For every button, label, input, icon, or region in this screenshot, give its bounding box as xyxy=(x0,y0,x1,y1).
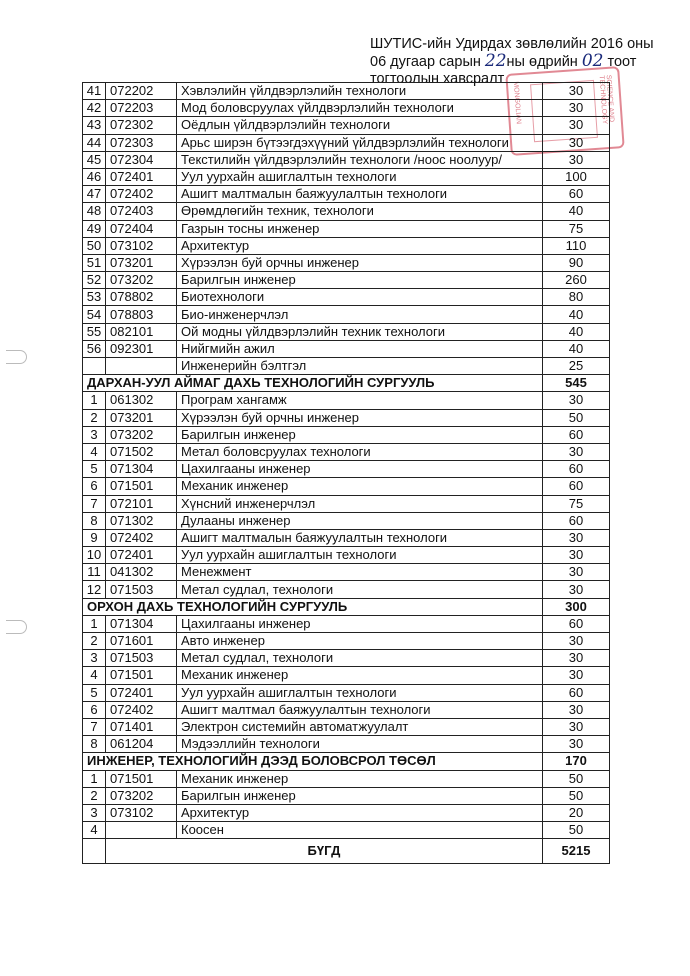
quota-value: 30 xyxy=(543,100,610,117)
program-code: 072202 xyxy=(106,83,177,100)
row-number: 8 xyxy=(83,736,106,753)
section-header-row xyxy=(83,753,610,770)
punch-hole-mark xyxy=(6,350,27,364)
table-row xyxy=(83,581,610,598)
program-name: Метал боловсруулах технологи xyxy=(177,443,543,460)
quota-value: 50 xyxy=(543,822,610,839)
program-code: 071501 xyxy=(106,667,177,684)
program-code: 072303 xyxy=(106,134,177,151)
row-number: 55 xyxy=(83,323,106,340)
handwritten-number: 02 xyxy=(581,51,604,71)
row-number: 42 xyxy=(83,100,106,117)
program-name: Цахилгааны инженер xyxy=(177,461,543,478)
program-name: Био-инженерчлэл xyxy=(177,306,543,323)
quota-value: 75 xyxy=(543,495,610,512)
row-number: 44 xyxy=(83,134,106,151)
quota-value: 30 xyxy=(543,151,610,168)
table-row xyxy=(83,203,610,220)
quota-value: 30 xyxy=(543,667,610,684)
quota-value: 30 xyxy=(543,134,610,151)
row-number: 50 xyxy=(83,237,106,254)
section-total: 545 xyxy=(543,375,610,392)
program-name: Ашигт малтмал баяжуулалтын технологи xyxy=(177,701,543,718)
program-code: 073102 xyxy=(106,237,177,254)
table-row xyxy=(83,443,610,460)
row-number: 4 xyxy=(83,667,106,684)
table-row xyxy=(83,529,610,546)
row-number: 2 xyxy=(83,633,106,650)
row-number: 9 xyxy=(83,529,106,546)
quota-value: 60 xyxy=(543,684,610,701)
table-row xyxy=(83,358,610,375)
table-row xyxy=(83,822,610,839)
quota-value: 60 xyxy=(543,615,610,632)
row-number: 54 xyxy=(83,306,106,323)
quota-value: 20 xyxy=(543,804,610,821)
row-number: 10 xyxy=(83,547,106,564)
row-number: 41 xyxy=(83,83,106,100)
program-code: 072402 xyxy=(106,701,177,718)
program-name: Архитектур xyxy=(177,237,543,254)
row-number: 12 xyxy=(83,581,106,598)
quota-value: 60 xyxy=(543,426,610,443)
table-row xyxy=(83,220,610,237)
program-code: 072402 xyxy=(106,186,177,203)
row-number: 4 xyxy=(83,443,106,460)
quota-value: 30 xyxy=(543,718,610,735)
program-code: 072402 xyxy=(106,529,177,546)
quota-value: 75 xyxy=(543,220,610,237)
quota-value: 30 xyxy=(543,736,610,753)
row-number xyxy=(83,358,106,375)
program-name: Барилгын инженер xyxy=(177,272,543,289)
quota-value: 40 xyxy=(543,340,610,357)
program-name: Өрөмдлөгийн техник, технологи xyxy=(177,203,543,220)
row-number: 49 xyxy=(83,220,106,237)
quota-value: 60 xyxy=(543,512,610,529)
row-number: 2 xyxy=(83,409,106,426)
row-number: 1 xyxy=(83,615,106,632)
program-name: Мэдээллийн технологи xyxy=(177,736,543,753)
quota-value: 60 xyxy=(543,461,610,478)
punch-hole-mark xyxy=(6,620,27,634)
program-code: 071502 xyxy=(106,443,177,460)
row-number: 56 xyxy=(83,340,106,357)
admissions-table xyxy=(82,82,610,864)
row-number: 11 xyxy=(83,564,106,581)
program-code xyxy=(106,358,177,375)
program-code: 082101 xyxy=(106,323,177,340)
program-name: Дулааны инженер xyxy=(177,512,543,529)
program-name: Метал судлал, технологи xyxy=(177,650,543,667)
program-code: 061204 xyxy=(106,736,177,753)
handwritten-day: 22 xyxy=(484,51,507,71)
program-code: 072401 xyxy=(106,547,177,564)
program-name: Коосен xyxy=(177,822,543,839)
program-name: Механик инженер xyxy=(177,667,543,684)
program-code: 072302 xyxy=(106,117,177,134)
section-title: ИНЖЕНЕР, ТЕХНОЛОГИЙН ДЭЭД БОЛОВСРОЛ ТӨСӨЛ xyxy=(83,753,543,770)
table-row xyxy=(83,151,610,168)
program-name: Менежмент xyxy=(177,564,543,581)
row-number: 4 xyxy=(83,822,106,839)
table-row xyxy=(83,409,610,426)
table-row xyxy=(83,667,610,684)
table-row xyxy=(83,392,610,409)
quota-value: 30 xyxy=(543,650,610,667)
program-code: 071304 xyxy=(106,615,177,632)
section-title: ДАРХАН-УУЛ АЙМАГ ДАХЬ ТЕХНОЛОГИЙН СУРГУУЛЬ xyxy=(83,375,543,392)
program-code: 072401 xyxy=(106,684,177,701)
quota-value: 30 xyxy=(543,564,610,581)
program-code: 072404 xyxy=(106,220,177,237)
table-row xyxy=(83,633,610,650)
table-row xyxy=(83,168,610,185)
program-code: 071501 xyxy=(106,770,177,787)
program-name: Ашигт малтмалын баяжуулалтын технологи xyxy=(177,186,543,203)
quota-value: 30 xyxy=(543,117,610,134)
program-name: Механик инженер xyxy=(177,478,543,495)
row-number: 46 xyxy=(83,168,106,185)
table-row xyxy=(83,718,610,735)
table-row xyxy=(83,134,610,151)
program-code: 073201 xyxy=(106,254,177,271)
quota-value: 40 xyxy=(543,306,610,323)
quota-value: 260 xyxy=(543,272,610,289)
program-code: 078803 xyxy=(106,306,177,323)
program-name: Текстилийн үйлдвэрлэлийн технологи /ноос ноолуур/ xyxy=(177,151,543,168)
header-line-2 xyxy=(370,53,670,71)
program-name: Механик инженер xyxy=(177,770,543,787)
quota-value: 100 xyxy=(543,168,610,185)
program-name: Мод боловсруулах үйлдвэрлэлийн технологи xyxy=(177,100,543,117)
program-code: 071401 xyxy=(106,718,177,735)
table-row xyxy=(83,83,610,100)
program-code: 072101 xyxy=(106,495,177,512)
grand-total-label: БҮГД xyxy=(106,839,543,864)
table-row xyxy=(83,117,610,134)
quota-value: 30 xyxy=(543,701,610,718)
row-number: 3 xyxy=(83,804,106,821)
table-row xyxy=(83,237,610,254)
table-row xyxy=(83,495,610,512)
row-number: 6 xyxy=(83,701,106,718)
program-name: Ой модны үйлдвэрлэлийн техник технологи xyxy=(177,323,543,340)
table-row xyxy=(83,787,610,804)
row-number: 52 xyxy=(83,272,106,289)
quota-value: 30 xyxy=(543,581,610,598)
program-name: Электрон системийн автоматжуулалт xyxy=(177,718,543,735)
table-row xyxy=(83,272,610,289)
program-name: Нийгмийн ажил xyxy=(177,340,543,357)
quota-value: 40 xyxy=(543,323,610,340)
program-code: 071503 xyxy=(106,581,177,598)
table-row xyxy=(83,306,610,323)
table-row xyxy=(83,186,610,203)
section-header-row xyxy=(83,375,610,392)
header-line-1: ШУТИС-ийн Удирдах зөвлөлийн 2016 оны xyxy=(370,36,654,52)
row-number: 1 xyxy=(83,770,106,787)
program-name: Уул уурхайн ашиглалтын технологи xyxy=(177,547,543,564)
row-number: 5 xyxy=(83,461,106,478)
row-number: 5 xyxy=(83,684,106,701)
program-name: Арьс ширэн бүтээгдэхүүний үйлдвэрлэлийн технологи xyxy=(177,134,543,151)
table-row xyxy=(83,254,610,271)
program-name: Барилгын инженер xyxy=(177,426,543,443)
program-code: 041302 xyxy=(106,564,177,581)
quota-value: 30 xyxy=(543,83,610,100)
row-number: 48 xyxy=(83,203,106,220)
program-name: Метал судлал, технологи xyxy=(177,581,543,598)
quota-value: 30 xyxy=(543,633,610,650)
quota-value: 40 xyxy=(543,203,610,220)
program-name: Хүнсний инженерчлэл xyxy=(177,495,543,512)
table-row xyxy=(83,478,610,495)
grand-total-value: 5215 xyxy=(543,839,610,864)
program-name: Архитектур xyxy=(177,804,543,821)
table-row xyxy=(83,736,610,753)
stamp-left-text: MONGOLIAN xyxy=(511,81,522,125)
program-name: Хүрээлэн буй орчны инженер xyxy=(177,254,543,271)
program-name: Програм хангамж xyxy=(177,392,543,409)
header-line-3: тогтоолын хавсралт xyxy=(370,71,505,87)
row-number: 51 xyxy=(83,254,106,271)
row-number: 8 xyxy=(83,512,106,529)
program-name: Цахилгааны инженер xyxy=(177,615,543,632)
program-code: 073102 xyxy=(106,804,177,821)
program-code: 073202 xyxy=(106,787,177,804)
table-row xyxy=(83,804,610,821)
quota-value: 25 xyxy=(543,358,610,375)
section-total: 170 xyxy=(543,753,610,770)
quota-value: 50 xyxy=(543,787,610,804)
row-number: 7 xyxy=(83,495,106,512)
program-name: Ашигт малтмалын баяжуулалтын технологи xyxy=(177,529,543,546)
section-total: 300 xyxy=(543,598,610,615)
program-name: Уул уурхайн ашиглалтын технологи xyxy=(177,168,543,185)
program-name: Биотехнологи xyxy=(177,289,543,306)
program-code: 072304 xyxy=(106,151,177,168)
program-name: Авто инженер xyxy=(177,633,543,650)
program-code xyxy=(106,822,177,839)
quota-value: 110 xyxy=(543,237,610,254)
table-row xyxy=(83,461,610,478)
program-code: 072203 xyxy=(106,100,177,117)
program-code: 092301 xyxy=(106,340,177,357)
quota-value: 50 xyxy=(543,770,610,787)
row-number: 7 xyxy=(83,718,106,735)
table-row xyxy=(83,615,610,632)
program-code: 072403 xyxy=(106,203,177,220)
quota-value: 90 xyxy=(543,254,610,271)
quota-value: 30 xyxy=(543,392,610,409)
program-name: Оёдлын үйлдвэрлэлийн технологи xyxy=(177,117,543,134)
row-number: 53 xyxy=(83,289,106,306)
program-code: 073202 xyxy=(106,426,177,443)
program-name: Инженерийн бэлтгэл xyxy=(177,358,543,375)
program-code: 073202 xyxy=(106,272,177,289)
header-month-text: 06 дугаар сарын xyxy=(370,54,481,70)
program-code: 061302 xyxy=(106,392,177,409)
grand-total-row xyxy=(83,839,610,864)
quota-value: 50 xyxy=(543,409,610,426)
table-row xyxy=(83,426,610,443)
row-number: 47 xyxy=(83,186,106,203)
table-row xyxy=(83,100,610,117)
program-name: Уул уурхайн ашиглалтын технологи xyxy=(177,684,543,701)
table-row xyxy=(83,684,610,701)
table-body xyxy=(83,83,610,864)
table-row xyxy=(83,340,610,357)
program-code: 071503 xyxy=(106,650,177,667)
row-number: 2 xyxy=(83,787,106,804)
table-row xyxy=(83,770,610,787)
row-number: 1 xyxy=(83,392,106,409)
quota-value: 30 xyxy=(543,547,610,564)
table-row xyxy=(83,547,610,564)
program-name: Барилгын инженер xyxy=(177,787,543,804)
table-row xyxy=(83,512,610,529)
table-row xyxy=(83,289,610,306)
header-toot-text: тоот xyxy=(607,54,637,70)
program-code: 071302 xyxy=(106,512,177,529)
row-number: 3 xyxy=(83,426,106,443)
program-code: 071501 xyxy=(106,478,177,495)
program-name: Хэвлэлийн үйлдвэрлэлийн технологи xyxy=(177,83,543,100)
row-number: 43 xyxy=(83,117,106,134)
program-code: 071601 xyxy=(106,633,177,650)
quota-value: 80 xyxy=(543,289,610,306)
quota-value: 30 xyxy=(543,529,610,546)
grand-total-spacer xyxy=(83,839,106,864)
table-row xyxy=(83,564,610,581)
row-number: 3 xyxy=(83,650,106,667)
quota-value: 30 xyxy=(543,443,610,460)
section-header-row xyxy=(83,598,610,615)
header-date-text: ны өдрийн xyxy=(506,54,578,70)
program-name: Газрын тосны инженер xyxy=(177,220,543,237)
stamp-right-text: SCIENCE AND TECHNOLOGY xyxy=(597,74,615,125)
program-name: Хүрээлэн буй орчны инженер xyxy=(177,409,543,426)
quota-value: 60 xyxy=(543,186,610,203)
table-row xyxy=(83,323,610,340)
program-code: 078802 xyxy=(106,289,177,306)
program-code: 071304 xyxy=(106,461,177,478)
table-row xyxy=(83,701,610,718)
row-number: 6 xyxy=(83,478,106,495)
section-title: ОРХОН ДАХЬ ТЕХНОЛОГИЙН СУРГУУЛЬ xyxy=(83,598,543,615)
row-number: 45 xyxy=(83,151,106,168)
program-code: 072401 xyxy=(106,168,177,185)
table-row xyxy=(83,650,610,667)
program-code: 073201 xyxy=(106,409,177,426)
quota-value: 60 xyxy=(543,478,610,495)
